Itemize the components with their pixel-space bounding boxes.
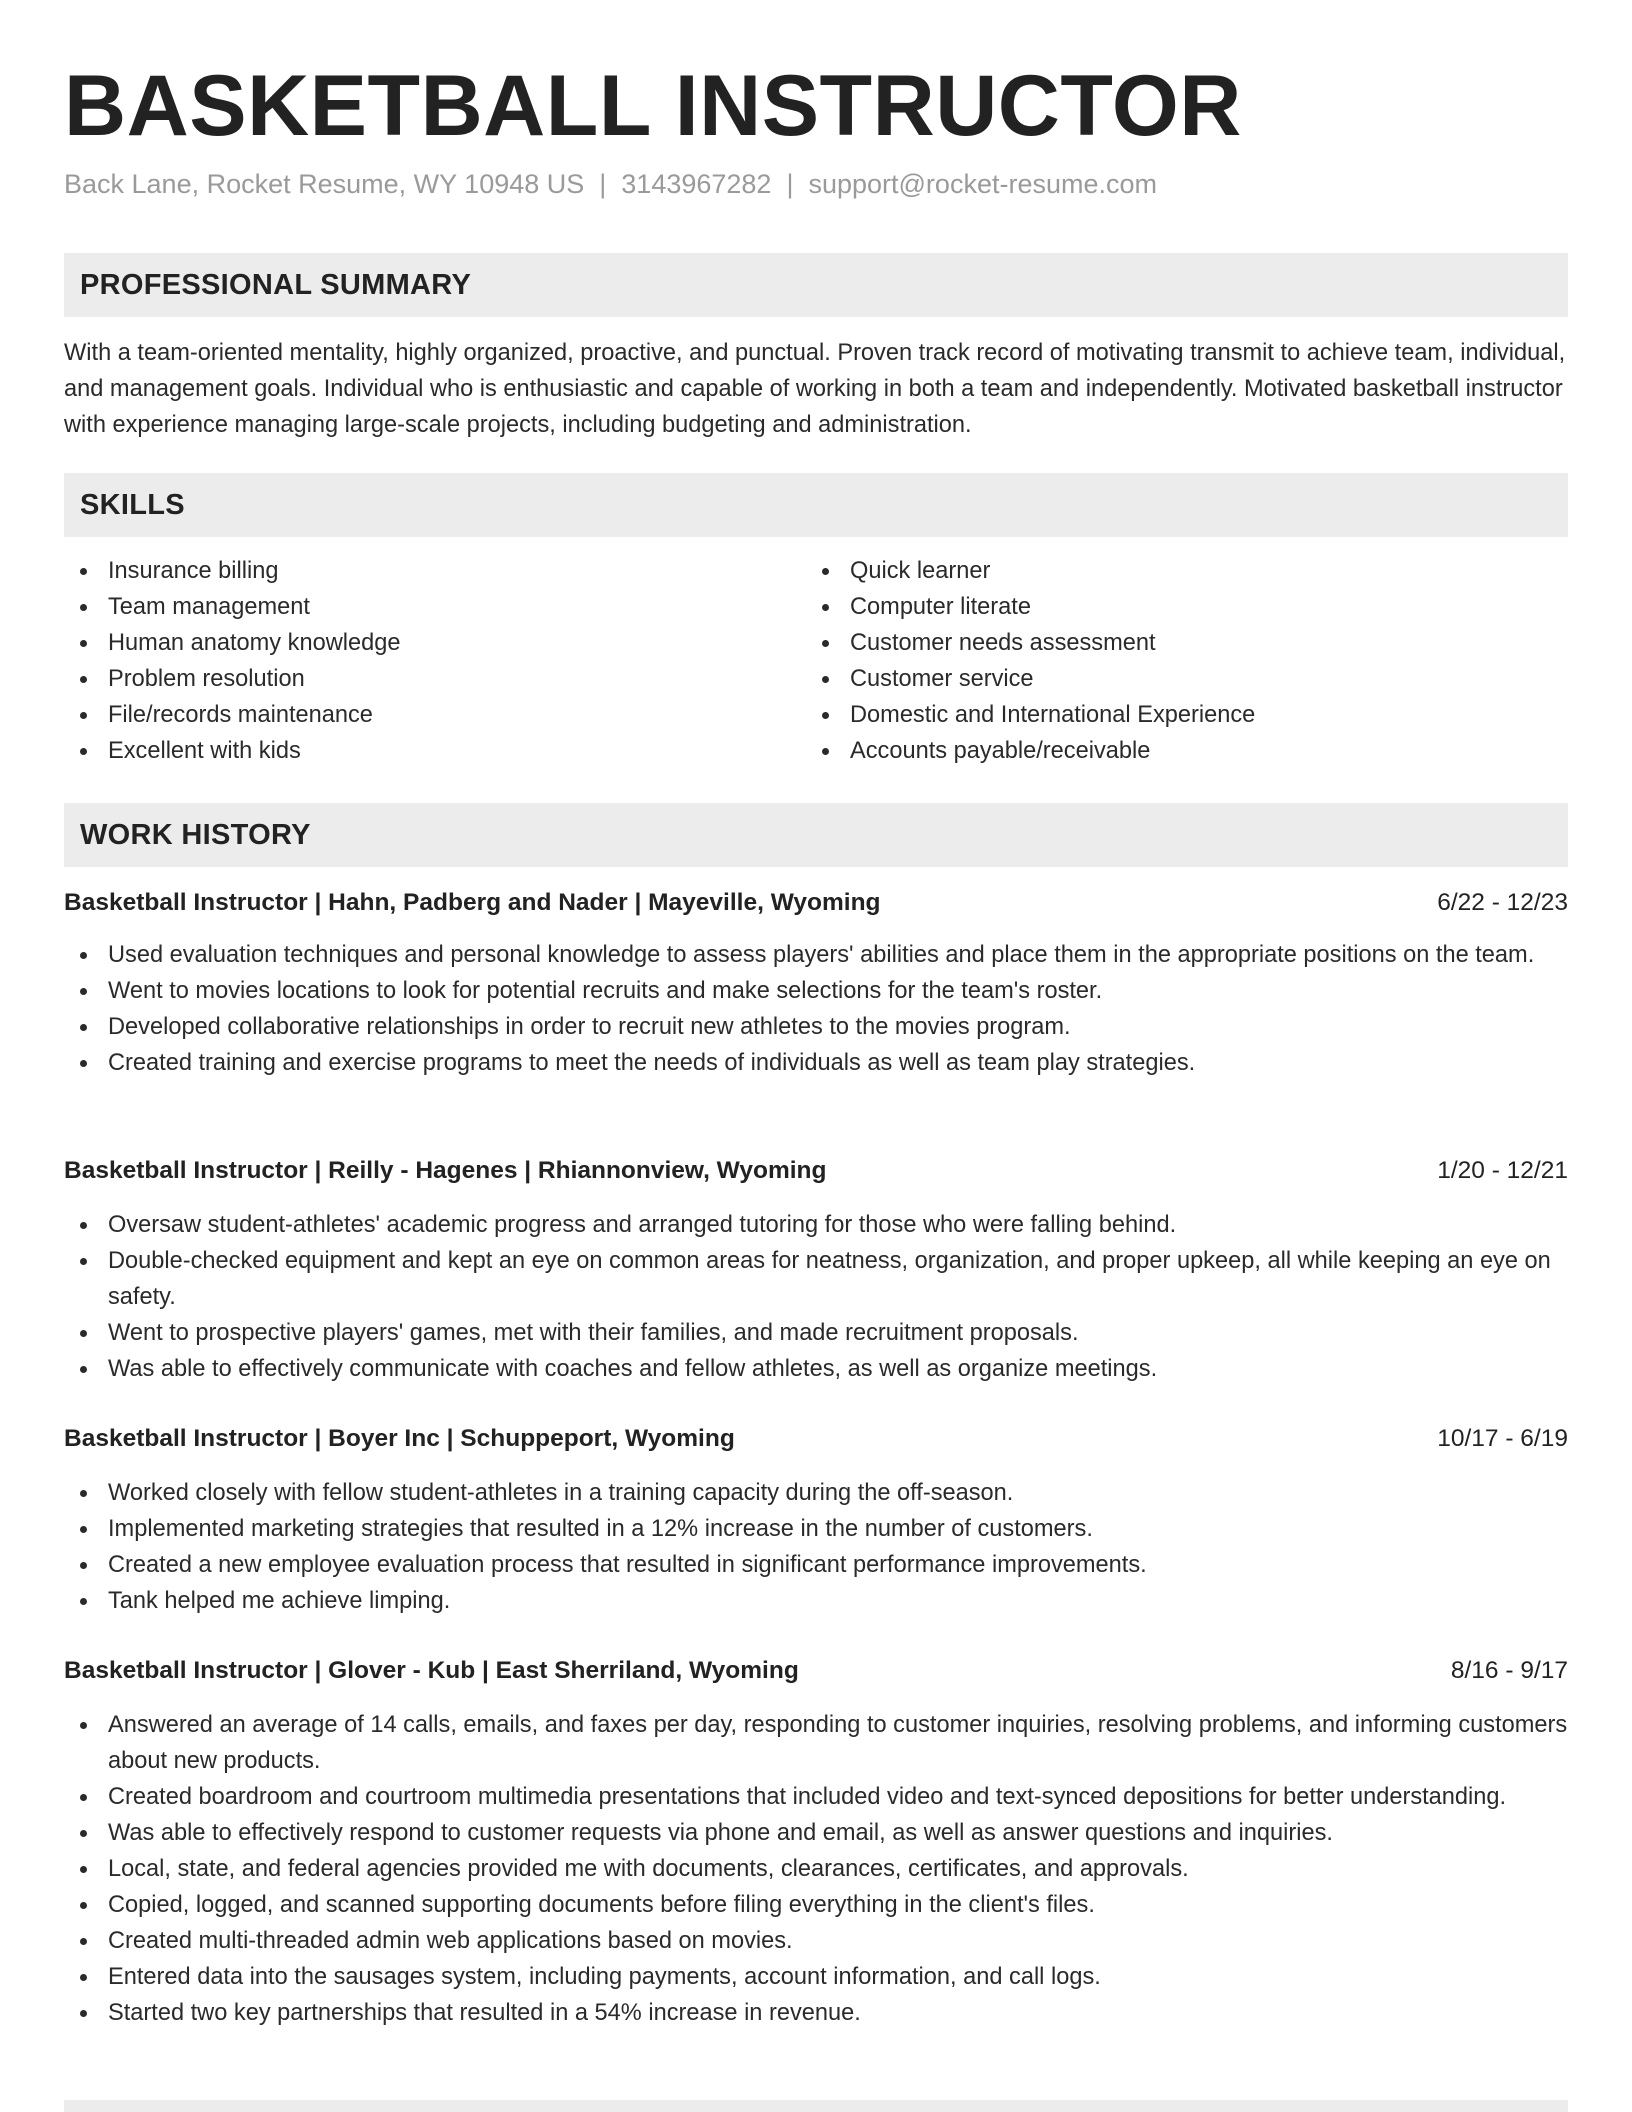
job-bullet: Created training and exercise programs to meet the needs of individuals as well as team play strategies.: [64, 1045, 1568, 1081]
job-bullet: Double-checked equipment and kept an eye on common areas for neatness, organization, and proper upkeep, all while keeping an eye on safety.: [64, 1243, 1568, 1315]
section-heading-skills: SKILLS: [64, 473, 1568, 537]
contact-separator: |: [599, 169, 607, 199]
job-title: Basketball Instructor | Boyer Inc | Schuppeport, Wyoming: [64, 1425, 735, 1452]
skill-item: Excellent with kids: [64, 733, 764, 769]
skill-item: Computer literate: [806, 589, 1506, 625]
summary-text: With a team-oriented mentality, highly organized, proactive, and punctual. Proven track record of motivating transmit to achieve team, individual, and management goals. Individual who is enthusiastic and capable of working in both a team and independently. Motivated basketball instructor with experience managing large-scale projects, including budgeting and administration.: [64, 340, 1566, 438]
job-bullet: Went to movies locations to look for potential recruits and make selections for the team's roster.: [64, 973, 1568, 1009]
job-bullet: Copied, logged, and scanned supporting documents before filing everything in the client's files.: [64, 1887, 1568, 1923]
contact-separator: |: [786, 169, 794, 199]
job-bullet: Answered an average of 14 calls, emails, and faxes per day, responding to customer inquiries, resolving problems, and informing customers about new products.: [64, 1707, 1568, 1779]
contact-address: Back Lane, Rocket Resume, WY 10948 US: [64, 169, 585, 199]
section-heading-summary: PROFESSIONAL SUMMARY: [64, 253, 1568, 317]
job-bullet: Tank helped me achieve limping.: [64, 1583, 1568, 1619]
job-dates: 1/20 - 12/21: [1437, 1157, 1568, 1184]
job-bullet-list: [64, 1707, 1568, 2031]
skill-item: Domestic and International Experience: [806, 697, 1506, 733]
job-dates: 8/16 - 9/17: [1450, 1657, 1568, 1684]
contact-phone[interactable]: 3143967282: [621, 169, 772, 199]
job-bullet: Was able to effectively communicate with coaches and fellow athletes, as well as organize meetings.: [64, 1351, 1568, 1387]
skill-item: Customer service: [806, 661, 1506, 697]
section-heading-work-history: WORK HISTORY: [64, 803, 1568, 867]
job-bullet-list: [64, 1207, 1568, 1387]
skill-item: File/records maintenance: [64, 697, 764, 733]
skill-item: Accounts payable/receivable: [806, 733, 1506, 769]
job-dates: 10/17 - 6/19: [1437, 1425, 1568, 1452]
job-bullet: Created multi-threaded admin web applications based on movies.: [64, 1923, 1568, 1959]
job-bullet: Created boardroom and courtroom multimedia presentations that included video and text-synced depositions for better understanding.: [64, 1779, 1568, 1815]
job-bullet: Implemented marketing strategies that resulted in a 12% increase in the number of customers.: [64, 1511, 1568, 1547]
job-bullet: Local, state, and federal agencies provided me with documents, clearances, certificates, and approvals.: [64, 1851, 1568, 1887]
candidate-name: BASKETBALL INSTRUCTOR: [64, 58, 1242, 154]
job-bullet: Oversaw student-athletes' academic progress and arranged tutoring for those who were falling behind.: [64, 1207, 1568, 1243]
job-title: Basketball Instructor | Reilly - Hagenes | Rhiannonview, Wyoming: [64, 1157, 827, 1184]
job-dates: 6/22 - 12/23: [1437, 889, 1568, 916]
skill-item: Insurance billing: [64, 553, 764, 589]
job-bullet: Developed collaborative relationships in order to recruit new athletes to the movies program.: [64, 1009, 1568, 1045]
job-bullet: Created a new employee evaluation process that resulted in significant performance improvements.: [64, 1547, 1568, 1583]
skill-item: Customer needs assessment: [806, 625, 1506, 661]
job-bullet: Entered data into the sausages system, including payments, account information, and call logs.: [64, 1959, 1568, 1995]
job-bullet: Went to prospective players' games, met with their families, and made recruitment proposals.: [64, 1315, 1568, 1351]
contact-line: [64, 166, 1157, 202]
job-bullet: Started two key partnerships that resulted in a 54% increase in revenue.: [64, 1995, 1568, 2031]
job-bullet: Worked closely with fellow student-athletes in a training capacity during the off-season.: [64, 1475, 1568, 1511]
job-bullet-list: [64, 1475, 1568, 1619]
skill-item: Human anatomy knowledge: [64, 625, 764, 661]
skill-item: Problem resolution: [64, 661, 764, 697]
skills-list-right: [806, 553, 1506, 769]
skills-column-right: [806, 553, 1506, 769]
job-title: Basketball Instructor | Glover - Kub | East Sherriland, Wyoming: [64, 1657, 799, 1684]
job-bullet-list: [64, 937, 1568, 1081]
job-bullet: Used evaluation techniques and personal knowledge to assess players' abilities and place them in the appropriate positions on the team.: [64, 937, 1568, 973]
skill-item: Quick learner: [806, 553, 1506, 589]
skills-column-left: [64, 553, 764, 769]
skills-list-left: [64, 553, 764, 769]
contact-email[interactable]: support@rocket-resume.com: [808, 169, 1157, 199]
next-section-header-bar: [64, 2100, 1568, 2112]
job-title: Basketball Instructor | Hahn, Padberg and Nader | Mayeville, Wyoming: [64, 889, 881, 916]
skill-item: Team management: [64, 589, 764, 625]
job-bullet: Was able to effectively respond to customer requests via phone and email, as well as answer questions and inquiries.: [64, 1815, 1568, 1851]
